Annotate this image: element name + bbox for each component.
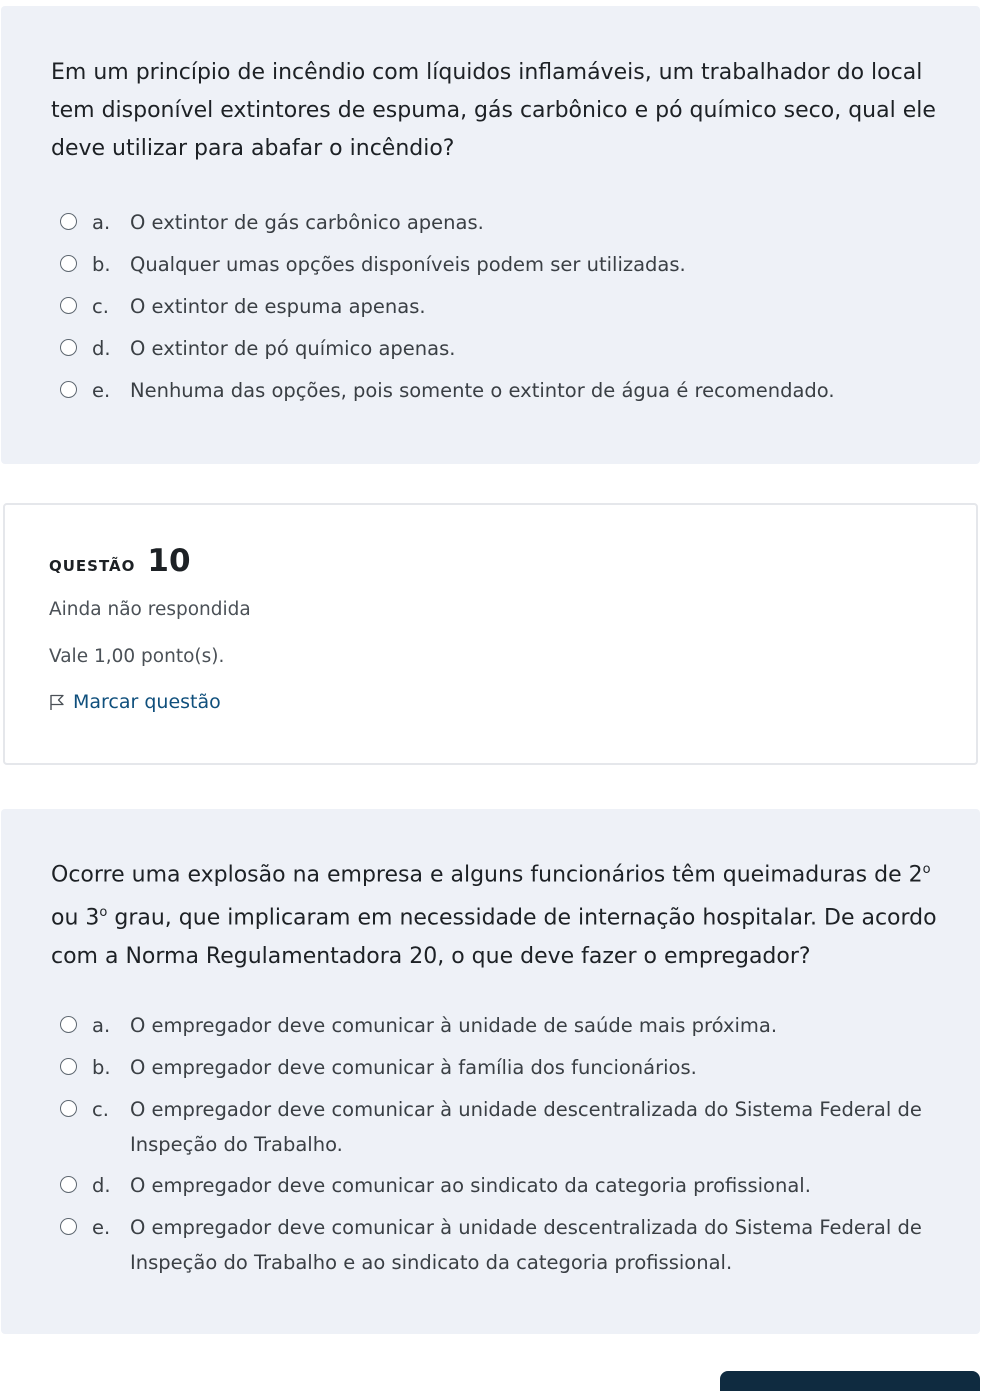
option-text: O empregador deve comunicar ao sindicato da categoria profissional. — [130, 1174, 811, 1197]
q10-option-b[interactable] — [60, 1050, 940, 1085]
q9-option-a[interactable] — [60, 205, 940, 240]
option-letter: c. — [92, 1098, 109, 1121]
radio-button[interactable] — [60, 1058, 77, 1075]
bottom-navigation-bar[interactable] — [720, 1371, 980, 1391]
question-number — [49, 543, 191, 579]
option-letter: d. — [92, 337, 111, 360]
option-letter: b. — [92, 253, 111, 276]
radio-button[interactable] — [60, 297, 77, 314]
radio-button[interactable] — [60, 1218, 77, 1235]
option-text: O extintor de espuma apenas. — [130, 295, 426, 318]
option-letter: b. — [92, 1056, 111, 1079]
question-9-text: Em um princípio de incêndio com líquidos inflamáveis, um trabalhador do local tem disponível extintores de espuma, gás carbônico e pó químico seco, qual ele deve utilizar para abafar o incêndio? — [51, 60, 936, 161]
flag-question-link[interactable] — [49, 691, 221, 713]
question-number-value: 10 — [147, 543, 191, 579]
option-letter: e. — [92, 1216, 111, 1239]
question-grade: Vale 1,00 ponto(s). — [49, 646, 225, 667]
radio-button[interactable] — [60, 1016, 77, 1033]
q9-option-c[interactable] — [60, 289, 940, 324]
question-10-text: Ocorre uma explosão na empresa e alguns funcionários têm queimaduras de 2$^o$ ou 3$^o$ grau, que implicaram em necessidade de internação hospitalar. De acordo com a Norma Regulamentadora 20, o que deve fazer o empregador? — [51, 862, 937, 969]
option-letter: e. — [92, 379, 111, 402]
radio-button[interactable] — [60, 381, 77, 398]
question-label: questão — [49, 552, 136, 576]
radio-button[interactable] — [60, 1176, 77, 1193]
q10-option-e[interactable] — [60, 1210, 940, 1280]
flag-icon — [49, 693, 65, 711]
question-state: Ainda não respondida — [49, 599, 251, 620]
q10-option-d[interactable] — [60, 1168, 940, 1203]
radio-button[interactable] — [60, 339, 77, 356]
radio-button[interactable] — [60, 255, 77, 272]
option-letter: a. — [92, 1014, 111, 1037]
option-text: O empregador deve comunicar à unidade de saúde mais próxima. — [130, 1014, 778, 1037]
option-text: Qualquer umas opções disponíveis podem ser utilizadas. — [130, 253, 686, 276]
option-letter: d. — [92, 1174, 111, 1197]
option-letter: c. — [92, 295, 109, 318]
option-text: O empregador deve comunicar à família dos funcionários. — [130, 1056, 697, 1079]
option-text: O empregador deve comunicar à unidade descentralizada do Sistema Federal de Inspeção do Trabalho e ao sindicato da categoria profissional. — [130, 1216, 922, 1274]
option-text: O extintor de pó químico apenas. — [130, 337, 456, 360]
radio-button[interactable] — [60, 1100, 77, 1117]
q10-option-a[interactable] — [60, 1008, 940, 1043]
q10-option-c[interactable] — [60, 1092, 940, 1162]
option-text: O empregador deve comunicar à unidade descentralizada do Sistema Federal de Inspeção do Trabalho. — [130, 1098, 922, 1156]
flag-question-label: Marcar questão — [73, 691, 221, 713]
q9-option-e[interactable] — [60, 373, 940, 408]
q9-option-d[interactable] — [60, 331, 940, 366]
question-10-info — [3, 503, 978, 765]
option-text: O extintor de gás carbônico apenas. — [130, 211, 484, 234]
radio-button[interactable] — [60, 213, 77, 230]
option-text: Nenhuma das opções, pois somente o extintor de água é recomendado. — [130, 379, 835, 402]
q9-option-b[interactable] — [60, 247, 940, 282]
option-letter: a. — [92, 211, 111, 234]
